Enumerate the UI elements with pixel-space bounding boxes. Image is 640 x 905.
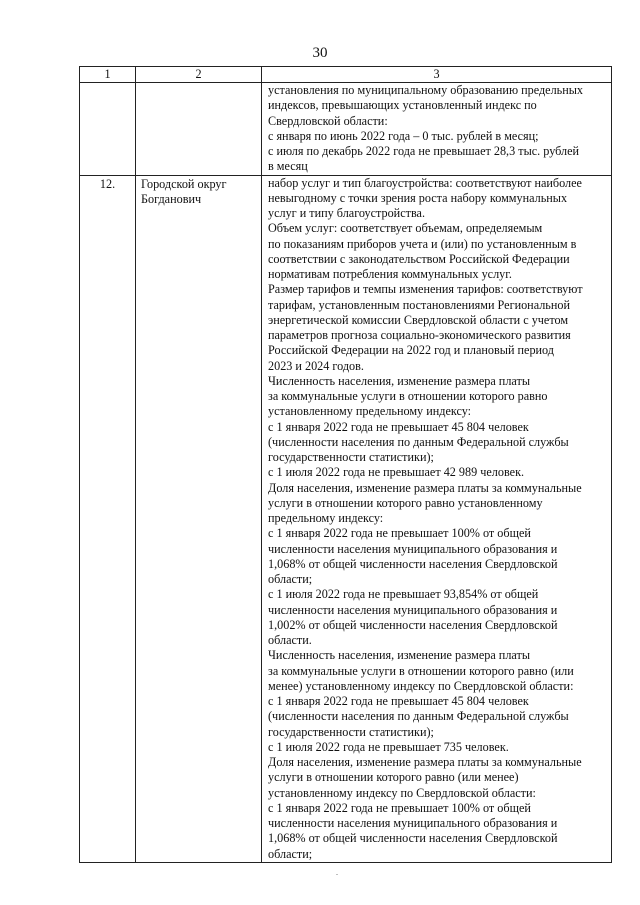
text-line: численности населения муниципального образования и	[268, 816, 558, 830]
text-line: за коммунальные услуги в отношении которого равно	[268, 389, 548, 403]
text-line: менее) установленному индексу по Свердловской области:	[268, 678, 574, 693]
text-line: 2023 и 2024 годов.	[268, 358, 364, 373]
text-line: нормативам потребления коммунальных услуг.	[268, 267, 512, 281]
text-line: (численности населения по данным Федеральной службы	[268, 434, 569, 449]
text-line: с 1 июля 2022 года не превышает 42 989 человек.	[268, 465, 525, 480]
text-line: предельному индексу:	[268, 511, 384, 525]
column-header-2: 2	[136, 67, 262, 83]
text-line: 1,068% от общей численности населения Свердловской	[268, 556, 558, 571]
text-line: услуг и типу благоустройства.	[268, 206, 425, 220]
text-line: с 1 января 2022 года не превышает 100% от общей	[268, 526, 531, 541]
text-line: услуги в отношении которого равно (или менее)	[268, 770, 519, 785]
page-number: 30	[312, 45, 328, 61]
municipality-cell	[136, 83, 262, 176]
text-line: установленному предельному индексу:	[268, 404, 472, 419]
text-line: Доля населения, изменение размера платы за коммунальные	[268, 755, 582, 769]
text-line: индексов, превышающих установленный индекс по	[268, 98, 537, 113]
indicator-text-cell	[262, 175, 612, 862]
footer-mark: .	[336, 868, 338, 877]
text-line: с 1 января 2022 года не превышает 45 804 человек	[268, 694, 529, 708]
column-header-3: 3	[262, 67, 612, 83]
row-number-cell: 12.	[80, 175, 136, 862]
text-line: области;	[268, 572, 313, 586]
text-line: тарифам, установленным постановлениями Региональной	[268, 297, 570, 312]
text-line: с 1 июля 2022 года не превышает 93,854% от общей	[268, 587, 539, 602]
table-row	[80, 175, 612, 862]
text-line: 1,068% от общей численности населения Свердловской	[268, 831, 558, 846]
text-line: энергетической комиссии Свердловской области с учетом	[268, 312, 569, 327]
text-line: соответствии с законодательством Российской Федерации	[268, 251, 570, 266]
text-line: за коммунальные услуги в отношении которого равно (или	[268, 663, 574, 678]
text-line: государственности статистики);	[268, 724, 434, 739]
text-line: численности населения муниципального образования и	[268, 541, 558, 556]
column-header-1: 1	[80, 67, 136, 83]
text-line: с 1 января 2022 года не превышает 100% от общей	[268, 800, 531, 815]
municipality-name-line: Богданович	[141, 191, 202, 206]
text-line: набор услуг и тип благоустройства: соответствуют наиболее	[268, 175, 582, 190]
text-line: с января по июнь 2022 года – 0 тыс. рублей в месяц;	[268, 128, 539, 143]
text-line: Свердловской области:	[268, 113, 388, 128]
text-line: области;	[268, 846, 313, 861]
municipality-name-line: Городской округ	[141, 176, 227, 191]
text-line: с 1 января 2022 года не превышает 45 804 человек	[268, 419, 529, 434]
text-line: по показаниям приборов учета и (или) по установленным в	[268, 236, 577, 251]
text-line: Численность населения, изменение размера платы	[268, 373, 531, 388]
text-line: государственности статистики);	[268, 450, 434, 464]
text-line: (численности населения по данным Федеральной службы	[268, 709, 569, 724]
text-line: Численность населения, изменение размера платы	[268, 648, 531, 663]
indicator-text-cell	[262, 83, 612, 176]
text-line: Доля населения, изменение размера платы за коммунальные	[268, 480, 582, 495]
text-line: Российской Федерации на 2022 год и плановый период	[268, 343, 554, 358]
text-line: невыгодному с точки зрения роста набору коммунальных	[268, 190, 568, 205]
text-line: Объем услуг: соответствует объемам, определяемым	[268, 221, 543, 236]
text-line: 1,002% от общей численности населения Свердловской	[268, 617, 558, 632]
text-line: с июля по декабрь 2022 года не превышает 28,3 тыс. рублей	[268, 144, 580, 158]
row-number-cell	[80, 83, 136, 176]
text-line: установленному индексу по Свердловской области:	[268, 785, 536, 800]
text-line: услуги в отношении которого равно установленному	[268, 495, 543, 510]
text-line: Размер тарифов и темпы изменения тарифов: соответствуют	[268, 282, 583, 297]
text-line: параметров прогноза социально-экономического развития	[268, 328, 571, 342]
table-row	[80, 83, 612, 176]
text-line: области.	[268, 633, 312, 647]
text-line: численности населения муниципального образования и	[268, 602, 558, 617]
text-line: в месяц	[268, 159, 308, 174]
document-table	[79, 66, 612, 863]
text-line: с 1 июля 2022 года не превышает 735 человек.	[268, 739, 509, 754]
text-line: установления по муниципальному образованию предельных	[268, 83, 584, 97]
table-header-row	[80, 67, 612, 83]
municipality-cell	[136, 175, 262, 862]
